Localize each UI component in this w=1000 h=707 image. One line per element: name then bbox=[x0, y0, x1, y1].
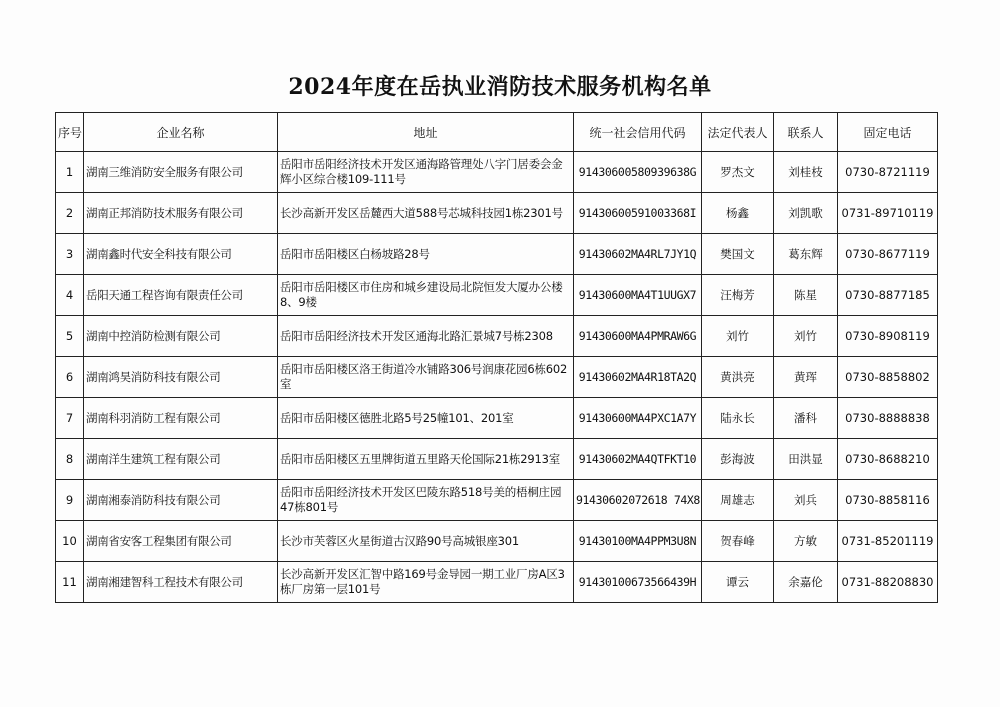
table-row bbox=[56, 521, 938, 562]
header-name: 企业名称 bbox=[84, 113, 278, 152]
contact-person: 方敏 bbox=[774, 521, 838, 562]
phone-number: 0730-8908119 bbox=[838, 316, 938, 357]
phone-number: 0730-8677119 bbox=[838, 234, 938, 275]
agency-table bbox=[55, 112, 938, 603]
table-row bbox=[56, 398, 938, 439]
table-row bbox=[56, 316, 938, 357]
credit-code: 91430600580939638G bbox=[574, 152, 702, 193]
company-address: 长沙高新开发区汇智中路169号金导园一期工业厂房A区3栋厂房第一层101号 bbox=[278, 562, 574, 603]
table-row bbox=[56, 193, 938, 234]
company-address: 岳阳市岳阳楼区五里牌街道五里路天伦国际21栋2913室 bbox=[278, 439, 574, 480]
table-row bbox=[56, 234, 938, 275]
legal-representative: 杨鑫 bbox=[702, 193, 774, 234]
contact-person: 田洪显 bbox=[774, 439, 838, 480]
company-name: 湖南湘泰消防科技有限公司 bbox=[84, 480, 278, 521]
table-row bbox=[56, 562, 938, 603]
contact-person: 刘竹 bbox=[774, 316, 838, 357]
legal-representative: 黄洪亮 bbox=[702, 357, 774, 398]
row-index: 5 bbox=[56, 316, 84, 357]
company-address: 长沙市芙蓉区火星街道古汉路90号高城银座301 bbox=[278, 521, 574, 562]
legal-representative: 彭海波 bbox=[702, 439, 774, 480]
credit-code: 91430602MA4QTFKT10 bbox=[574, 439, 702, 480]
company-address: 岳阳市岳阳经济技术开发区巴陵东路518号美的梧桐庄园47栋801号 bbox=[278, 480, 574, 521]
credit-code: 91430600MA4T1UUGX7 bbox=[574, 275, 702, 316]
phone-number: 0730-8721119 bbox=[838, 152, 938, 193]
table-row bbox=[56, 275, 938, 316]
credit-code: 91430600591003368I bbox=[574, 193, 702, 234]
row-index: 8 bbox=[56, 439, 84, 480]
phone-number: 0730-8688210 bbox=[838, 439, 938, 480]
legal-representative: 陆永长 bbox=[702, 398, 774, 439]
legal-representative: 汪梅芳 bbox=[702, 275, 774, 316]
company-name: 湖南鑫时代安全科技有限公司 bbox=[84, 234, 278, 275]
legal-representative: 罗杰文 bbox=[702, 152, 774, 193]
row-index: 9 bbox=[56, 480, 84, 521]
company-address: 岳阳市岳阳楼区洛王街道冷水铺路306号润康花园6栋602室 bbox=[278, 357, 574, 398]
phone-number: 0730-8858116 bbox=[838, 480, 938, 521]
header-index: 序号 bbox=[56, 113, 84, 152]
credit-code: 91430600MA4PXC1A7Y bbox=[574, 398, 702, 439]
phone-number: 0730-8858802 bbox=[838, 357, 938, 398]
company-name: 湖南洋生建筑工程有限公司 bbox=[84, 439, 278, 480]
company-name: 湖南湘建智科工程技术有限公司 bbox=[84, 562, 278, 603]
table-header-row bbox=[56, 113, 938, 152]
credit-code: 91430600MA4PMRAW6G bbox=[574, 316, 702, 357]
row-index: 7 bbox=[56, 398, 84, 439]
document-title: 2024年度在岳执业消防技术服务机构名单 bbox=[288, 74, 712, 100]
header-address: 地址 bbox=[278, 113, 574, 152]
legal-representative: 贺春峰 bbox=[702, 521, 774, 562]
company-address: 岳阳市岳阳楼区白杨坡路28号 bbox=[278, 234, 574, 275]
header-phone: 固定电话 bbox=[838, 113, 938, 152]
company-name: 湖南省安客工程集团有限公司 bbox=[84, 521, 278, 562]
row-index: 6 bbox=[56, 357, 84, 398]
company-name: 湖南科羽消防工程有限公司 bbox=[84, 398, 278, 439]
table-row bbox=[56, 357, 938, 398]
legal-representative: 刘竹 bbox=[702, 316, 774, 357]
row-index: 11 bbox=[56, 562, 84, 603]
contact-person: 葛东辉 bbox=[774, 234, 838, 275]
phone-number: 0730-8888838 bbox=[838, 398, 938, 439]
company-address: 岳阳市岳阳楼区市住房和城乡建设局北院恒发大厦办公楼8、9楼 bbox=[278, 275, 574, 316]
company-address: 岳阳市岳阳经济技术开发区通海路管理处八字门居委会金辉小区综合楼109-111号 bbox=[278, 152, 574, 193]
contact-person: 刘兵 bbox=[774, 480, 838, 521]
row-index: 10 bbox=[56, 521, 84, 562]
company-name: 湖南正邦消防技术服务有限公司 bbox=[84, 193, 278, 234]
credit-code: 91430602072618 74X8 bbox=[574, 480, 702, 521]
contact-person: 刘桂枝 bbox=[774, 152, 838, 193]
header-contact: 联系人 bbox=[774, 113, 838, 152]
credit-code: 91430602MA4RL7JY1Q bbox=[574, 234, 702, 275]
credit-code: 91430100MA4PPM3U8N bbox=[574, 521, 702, 562]
header-credit-code: 统一社会信用代码 bbox=[574, 113, 702, 152]
contact-person: 潘科 bbox=[774, 398, 838, 439]
legal-representative: 周雄志 bbox=[702, 480, 774, 521]
phone-number: 0730-8877185 bbox=[838, 275, 938, 316]
table-row bbox=[56, 152, 938, 193]
contact-person: 陈星 bbox=[774, 275, 838, 316]
legal-representative: 谭云 bbox=[702, 562, 774, 603]
phone-number: 0731-88208830 bbox=[838, 562, 938, 603]
contact-person: 刘凯歌 bbox=[774, 193, 838, 234]
phone-number: 0731-85201119 bbox=[838, 521, 938, 562]
company-address: 岳阳市岳阳楼区德胜北路5号25幢101、201室 bbox=[278, 398, 574, 439]
row-index: 1 bbox=[56, 152, 84, 193]
table-row bbox=[56, 480, 938, 521]
row-index: 4 bbox=[56, 275, 84, 316]
company-name: 湖南三维消防安全服务有限公司 bbox=[84, 152, 278, 193]
row-index: 3 bbox=[56, 234, 84, 275]
company-address: 长沙高新开发区岳麓西大道588号芯城科技园1栋2301号 bbox=[278, 193, 574, 234]
table-row bbox=[56, 439, 938, 480]
row-index: 2 bbox=[56, 193, 84, 234]
phone-number: 0731-89710119 bbox=[838, 193, 938, 234]
contact-person: 黄珲 bbox=[774, 357, 838, 398]
company-name: 湖南鸿昊消防科技有限公司 bbox=[84, 357, 278, 398]
credit-code: 91430100673566439H bbox=[574, 562, 702, 603]
credit-code: 91430602MA4R18TA2Q bbox=[574, 357, 702, 398]
legal-representative: 樊国文 bbox=[702, 234, 774, 275]
company-address: 岳阳市岳阳经济技术开发区通海北路汇景城7号栋2308 bbox=[278, 316, 574, 357]
contact-person: 余嘉伦 bbox=[774, 562, 838, 603]
company-name: 湖南中控消防检测有限公司 bbox=[84, 316, 278, 357]
header-legal-rep: 法定代表人 bbox=[702, 113, 774, 152]
company-name: 岳阳天通工程咨询有限责任公司 bbox=[84, 275, 278, 316]
